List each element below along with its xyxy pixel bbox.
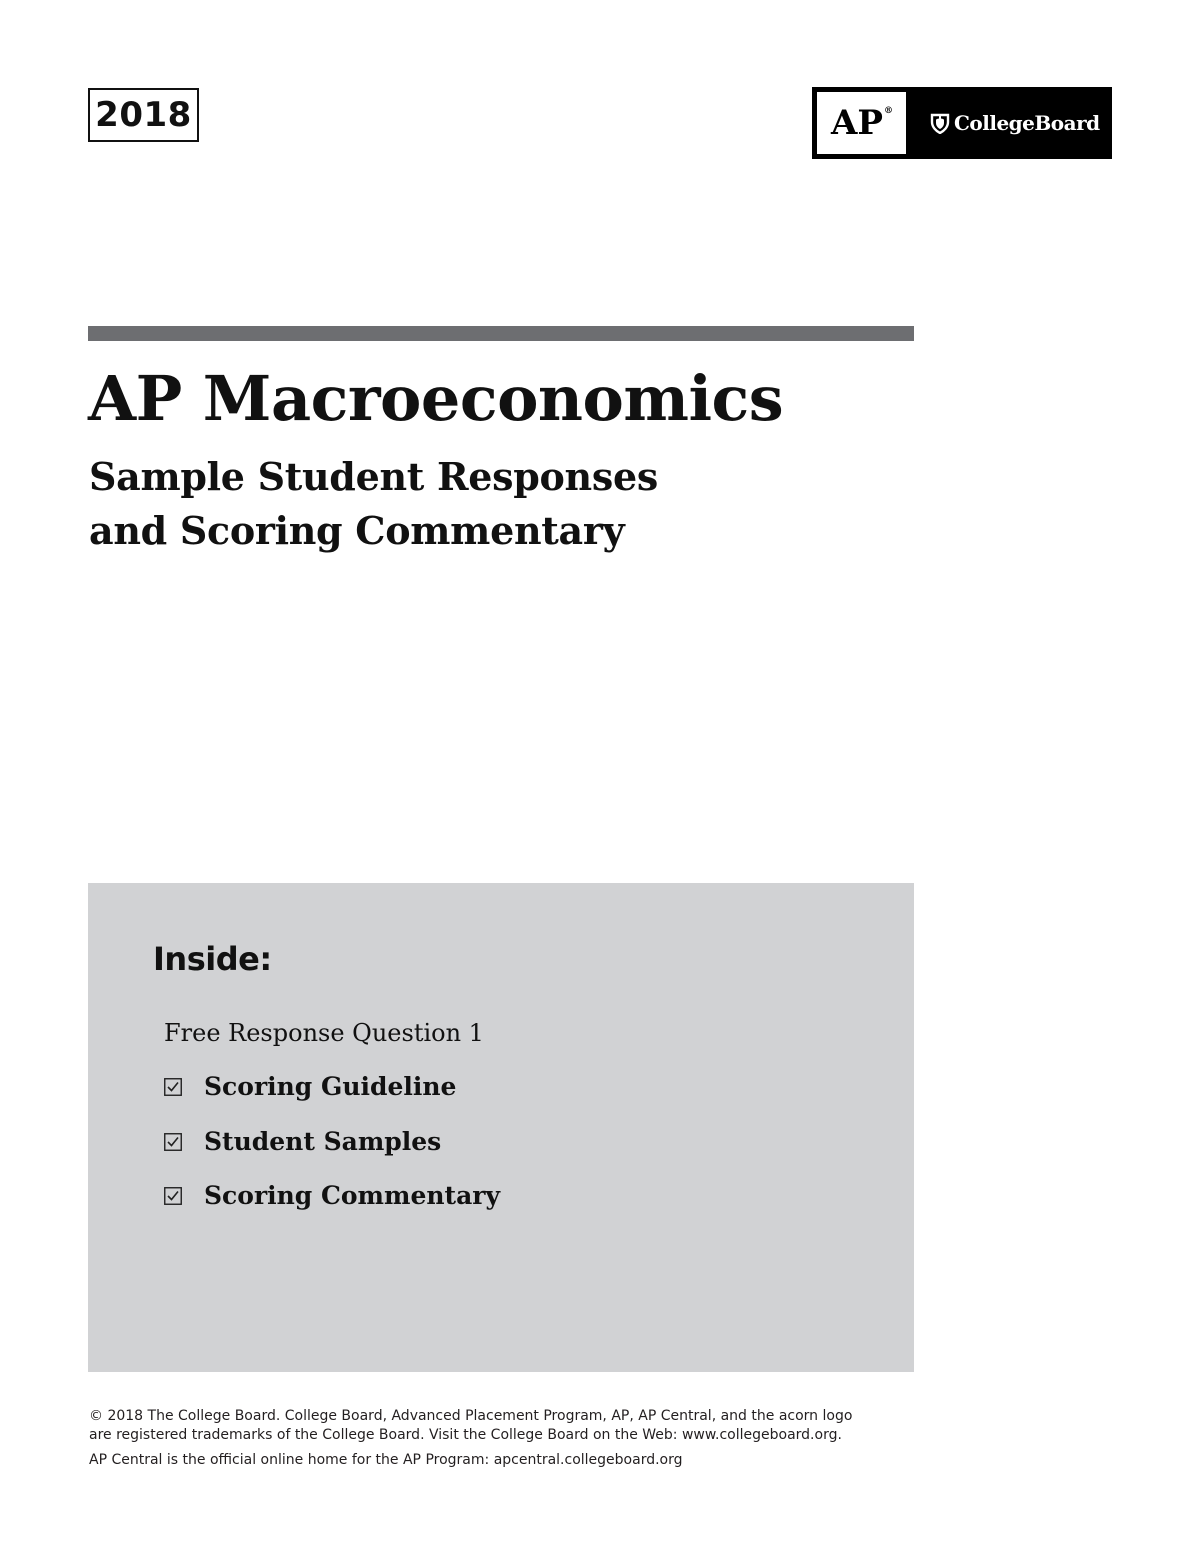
list-item-label: Scoring Guideline — [204, 1072, 457, 1101]
checked-box-icon — [164, 1187, 182, 1205]
ap-central-line: AP Central is the official online home for the AP Program: apcentral.collegeboard.org — [89, 1452, 683, 1468]
ap-logo-mark — [817, 92, 906, 154]
legal-notice — [89, 1407, 852, 1445]
list-item-label: Scoring Commentary — [204, 1181, 500, 1210]
collegeboard-text: CollegeBoard — [954, 111, 1100, 135]
page-subtitle — [89, 450, 658, 558]
checked-box-icon — [164, 1133, 182, 1151]
legal-line-2: are registered trademarks of the College Board. Visit the College Board on the Web: www.collegeboard.org. — [89, 1427, 842, 1443]
list-item — [164, 1071, 500, 1103]
inside-heading: Inside: — [153, 940, 272, 978]
list-item-label: Student Samples — [204, 1126, 442, 1156]
year-text: 2018 — [95, 95, 192, 135]
subtitle-line-2: and Scoring Commentary — [89, 508, 625, 553]
legal-line-1: © 2018 The College Board. College Board, Advanced Placement Program, AP, AP Central, and the acorn logo — [89, 1408, 853, 1424]
footer — [89, 1407, 852, 1470]
ap-collegeboard-logo — [812, 87, 1112, 159]
list-item — [164, 1126, 500, 1158]
year-badge — [88, 88, 199, 142]
list-item — [164, 1180, 500, 1212]
ap-logo-text: AP — [831, 103, 883, 143]
subtitle-line-1: Sample Student Responses — [89, 454, 658, 499]
question-label: Free Response Question 1 — [164, 1019, 484, 1047]
title-rule — [88, 326, 914, 341]
acorn-shield-icon — [930, 112, 950, 134]
inside-panel — [88, 883, 914, 1372]
contents-list — [164, 1071, 500, 1235]
checked-box-icon — [164, 1078, 182, 1096]
collegeboard-wordmark — [930, 111, 1100, 135]
page-title: AP Macroeconomics — [88, 362, 784, 435]
ap-registered-mark: ® — [883, 106, 893, 116]
